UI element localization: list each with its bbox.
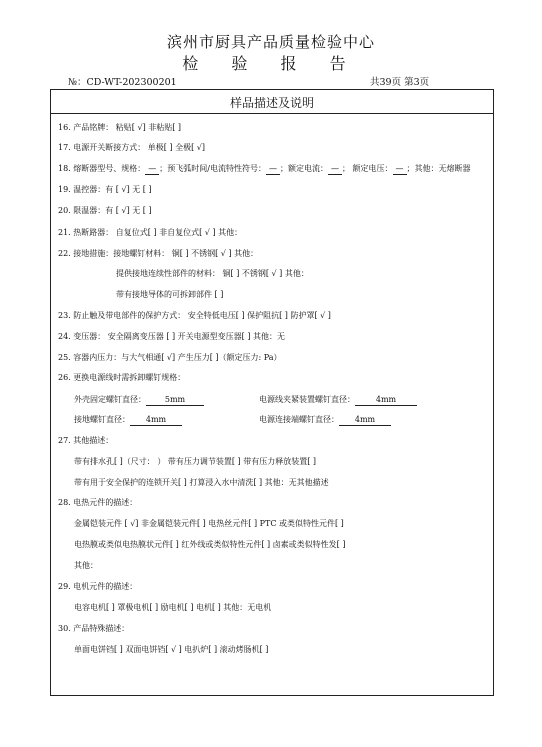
clamp-screw-label: 电源线夹紧装置螺钉直径： (259, 395, 355, 404)
item-30-special-heading: 30. 产品特殊描述： (58, 624, 130, 633)
item-18-voltage-blank: — (393, 164, 407, 175)
item-26-earth-screw (74, 415, 182, 426)
item-18-current-blank: — (328, 164, 342, 175)
earth-screw-value: 4mm (130, 415, 182, 426)
item-27-drain-pressure: 带有排水孔[ ]（尺寸： ） 带有压力调节装置[ ] 带有压力释放装置[ ] (74, 457, 316, 466)
item-28-heating-row1: 金属铠装元件 [ √] 非金属铠装元件[ ] 电热丝元件[ ] PTC 或类似特性元件[ ] (74, 519, 344, 528)
section-title: 样品描述及说明 (229, 96, 314, 110)
item-28-heating-row2: 电热膜或类似电热膜状元件[ ] 红外线或类似特性元件[ ] 卤素或类似特性发[ ] (74, 540, 346, 549)
item-18-arc-blank: — (266, 164, 280, 175)
item-18-label: 18. 熔断器型号、规格： (58, 164, 146, 173)
item-28-heating-other: 其他： (74, 561, 98, 570)
item-18-voltage-label: ； 额定电压： (341, 164, 393, 173)
item-18-model-blank: — (145, 164, 159, 175)
item-28-heating-heading: 28. 电热元件的描述： (58, 498, 138, 507)
clamp-screw-value: 4mm (355, 395, 417, 406)
page-counter: 共39页 第3页 (370, 77, 430, 88)
terminal-screw-label: 电源连接端螺钉直径： (259, 415, 339, 424)
item-17-switch-type: 17. 电源开关断接方式： 单极[ ] 全极[ √] (58, 143, 206, 152)
item-22-earthing: 22. 接地措施：接地螺钉材料： 铜[ ] 不锈钢[ √ ] 其他： (58, 249, 259, 258)
item-29-motor-row: 电容电机[ ] 罩极电机[ ] 励电机[ ] 电机[ ] 其他：无电机 (74, 603, 272, 612)
item-26-terminal-screw (259, 415, 391, 426)
report-number: №：CD-WT-202300201 (68, 77, 177, 88)
item-18-other: ；其他：无熔断器 (406, 164, 471, 173)
terminal-screw-value: 4mm (339, 415, 391, 426)
organization-name: 滨州市厨具产品质量检验中心 (166, 33, 375, 51)
item-18-fuse (58, 164, 471, 175)
item-22-continuity-material: 提供接地连续性部件的材料： 铜[ ] 不锈钢[ √ ] 其他： (116, 269, 309, 278)
item-27-other-heading: 27. 其他描述： (58, 436, 114, 445)
item-19-thermostat: 19. 温控器：有 [ √] 无 [ ] (58, 185, 152, 194)
item-16-nameplate: 16. 产品铭牌： 粘贴[ √] 非粘贴[ ] (58, 123, 182, 132)
enclosure-screw-value: 5mm (146, 395, 204, 406)
document-type-title: 检 验 报 告 (182, 54, 360, 73)
item-26-clamp-screw (259, 395, 417, 406)
section-divider (50, 113, 494, 114)
item-25-pressure: 25. 容器内压力：与大气相通[ √] 产生压力[ ]（额定压力: Pa） (58, 353, 282, 362)
item-23-protection: 23. 防止触及带电部件的保护方式： 安全特低电压[ ] 保护阻抗[ ] 防护罩[ √ ] (58, 311, 331, 320)
item-29-motor-heading: 29. 电机元件的描述： (58, 582, 138, 591)
item-22-detachable-part: 带有接地导体的可拆卸部件 [ ] (116, 290, 224, 299)
earth-screw-label: 接地螺钉直径： (74, 415, 130, 424)
item-21-thermal-cutout: 21. 热断路器： 自复位式[ ] 非自复位式[ √ ] 其他： (58, 228, 243, 237)
item-18-arc-label: ；预飞弧时间/电流特性符号： (159, 164, 266, 173)
enclosure-screw-label: 外壳固定螺钉直径： (74, 395, 146, 404)
item-24-transformer: 24. 变压器： 安全隔离变压器 [ ] 开关电源型变压器[ ] 其他：无 (58, 332, 286, 341)
item-26-screws-heading: 26. 更换电源线时需拆卸螺钉规格： (58, 373, 186, 382)
item-20-temperature-limiter: 20. 限温器：有 [ √] 无 [ ] (58, 206, 152, 215)
item-30-special-row: 单面电饼铛[ ] 双面电饼铛[ √ ] 电扒炉[ ] 滚动烤肠机[ ] (74, 645, 269, 654)
item-27-interlock-immersion: 带有用于安全保护的连锁开关[ ] 打算浸入水中清洗[ ] 其他：无其他描述 (74, 478, 329, 487)
item-18-current-label: ；额定电流： (279, 164, 328, 173)
item-26-enclosure-screw (74, 395, 204, 406)
